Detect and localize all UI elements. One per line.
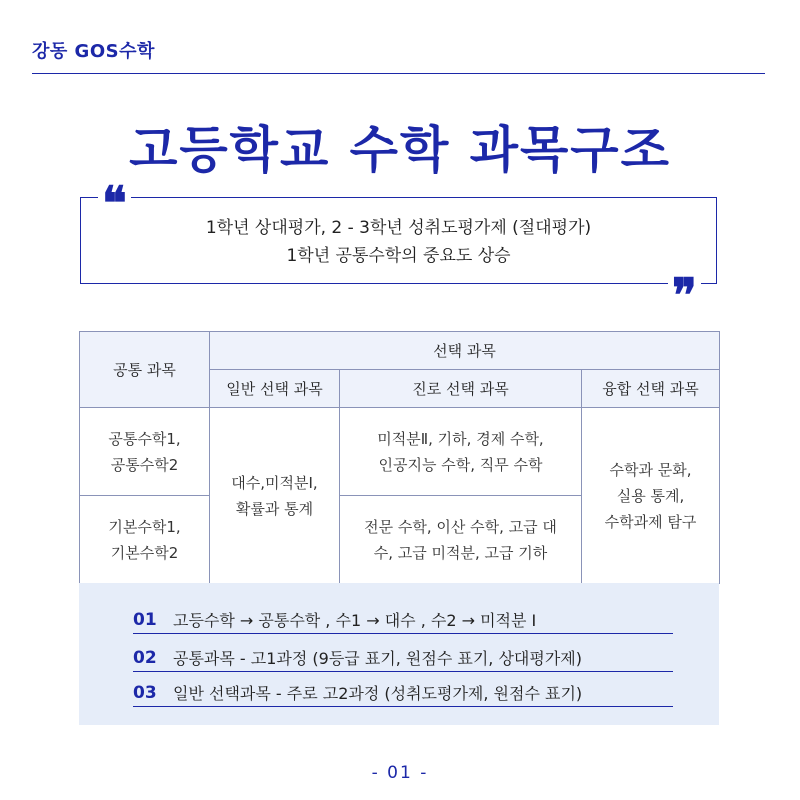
note-item <box>133 679 673 707</box>
note-text: 공통과목 - 고1과정 (9등급 표기, 원점수 표기, 상대평가제) <box>173 649 582 668</box>
note-number: 01 <box>133 609 157 630</box>
note-text: 일반 선택과목 - 주로 고2과정 (성취도평가제, 원점수 표기) <box>173 684 583 703</box>
common-subject-row1: 공통수학1, 공통수학2 <box>80 408 210 496</box>
note-number: 02 <box>133 647 157 668</box>
open-quote-icon: ❝ <box>98 183 131 223</box>
career-elective-header: 진로 선택 과목 <box>340 370 582 408</box>
close-quote-icon: ❞ <box>668 275 701 315</box>
header-divider <box>32 73 765 74</box>
note-number: 03 <box>133 682 157 703</box>
quote-line-1: 1학년 상대평가, 2 - 3학년 성취도평가제 (절대평가) <box>205 218 592 238</box>
common-subject-header: 공통 과목 <box>80 332 210 408</box>
elective-subject-header: 선택 과목 <box>210 332 720 370</box>
fusion-elective-cell: 수학과 문화, 실용 통계, 수학과제 탐구 <box>582 408 720 584</box>
career-elective-row1: 미적분Ⅱ, 기하, 경제 수학, 인공지능 수학, 직무 수학 <box>340 408 582 496</box>
general-elective-cell: 대수,미적분Ⅰ, 확률과 통계 <box>210 408 340 584</box>
fusion-elective-header: 융합 선택 과목 <box>582 370 720 408</box>
note-item <box>133 644 673 672</box>
curriculum-table <box>79 331 720 584</box>
general-elective-header: 일반 선택 과목 <box>210 370 340 408</box>
note-text: 고등수학 → 공통수학 , 수1 → 대수 , 수2 → 미적분 Ⅰ <box>173 611 537 630</box>
career-elective-row2: 전문 수학, 이산 수학, 고급 대 수, 고급 미적분, 고급 기하 <box>340 496 582 584</box>
brand-name: 강동 GOS수학 <box>32 41 155 62</box>
page-title: 고등학교 수학 과목구조 <box>129 121 671 179</box>
quote-line-2: 1학년 공통수학의 중요도 상승 <box>286 246 511 266</box>
page-number: - 01 - <box>371 763 429 783</box>
common-subject-row2: 기본수학1, 기본수학2 <box>80 496 210 584</box>
note-item <box>133 606 673 634</box>
